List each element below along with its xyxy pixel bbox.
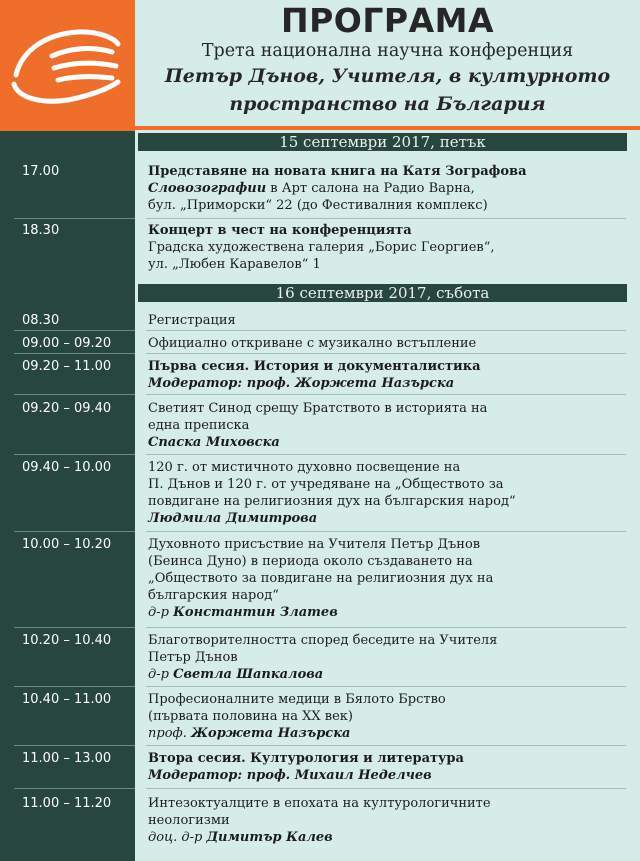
item-description xyxy=(148,750,588,784)
item-title: Петър Дънов xyxy=(148,650,238,665)
item-time: 08.30 xyxy=(22,313,60,328)
divider xyxy=(14,686,135,687)
divider xyxy=(14,330,135,331)
conference-title-line1: Петър Дънов, Учителя, в културното xyxy=(164,65,611,87)
item-description xyxy=(148,459,588,527)
logo-block xyxy=(0,0,135,131)
item-description xyxy=(148,222,588,273)
item-title: повдигане на религиозния дух на българския народ“ xyxy=(148,494,516,509)
item-time: 10.00 – 10.20 xyxy=(22,537,112,552)
divider xyxy=(146,627,626,628)
item-line: бул. „Приморски“ 22 (до Фестивалния комплекс) xyxy=(148,198,488,213)
divider xyxy=(146,394,626,395)
item-line xyxy=(148,180,588,197)
divider xyxy=(14,745,135,746)
item-author: Спаска Миховска xyxy=(148,435,280,450)
divider xyxy=(146,788,626,789)
item-author-line xyxy=(148,666,588,683)
item-title: неологизми xyxy=(148,813,230,828)
hand-icon xyxy=(8,20,126,110)
item-title: П. Дънов и 120 г. от учредяване на „Обществото за xyxy=(148,477,504,492)
session-moderator: Модератор: проф. Жоржета Назърска xyxy=(148,376,455,391)
item-title: „Обществото за повдигане на религиозния дух на xyxy=(148,571,494,586)
author-prefix: д-р xyxy=(148,667,174,682)
item-time: 10.20 – 10.40 xyxy=(22,633,112,648)
item-author: Димитър Калев xyxy=(206,830,333,845)
author-prefix: проф. xyxy=(148,726,191,741)
header-divider xyxy=(135,126,640,130)
divider xyxy=(14,531,135,532)
item-description xyxy=(148,795,588,846)
item-description xyxy=(148,335,588,352)
item-title: (първата половина на XX век) xyxy=(148,709,353,724)
author-prefix: доц. д-р xyxy=(148,830,207,845)
item-title: (Беинса Дуно) в периода около създаването на xyxy=(148,554,473,569)
conference-subtitle: Трета национална научна конференция xyxy=(201,41,574,61)
item-author: Константин Златев xyxy=(173,605,338,620)
session-title: Първа сесия. История и документалистика xyxy=(148,359,481,374)
item-time: 09.40 – 10.00 xyxy=(22,460,112,475)
item-line: Градска художествена галерия „Борис Георгиев“, xyxy=(148,240,495,255)
item-time: 18.30 xyxy=(22,223,60,238)
item-description xyxy=(148,358,588,392)
program-header xyxy=(135,0,640,125)
item-title: Концерт в чест на конференцията xyxy=(148,223,412,238)
item-author-line xyxy=(148,725,588,742)
session-title: Втора сесия. Културология и литература xyxy=(148,751,464,766)
item-title: една преписка xyxy=(148,418,250,433)
item-title: Духовното присъствие на Учителя Петър Дънов xyxy=(148,537,481,552)
divider xyxy=(14,627,135,628)
author-prefix: д-р xyxy=(148,605,174,620)
item-author-line xyxy=(148,829,588,846)
divider xyxy=(146,218,626,219)
divider xyxy=(146,454,626,455)
divider xyxy=(146,745,626,746)
page-title: ПРОГРАМА xyxy=(281,1,494,40)
conference-title-line2: пространство на България xyxy=(229,93,546,115)
item-author: Людмила Димитрова xyxy=(148,511,318,526)
divider xyxy=(146,531,626,532)
item-author: Жоржета Назърска xyxy=(190,726,351,741)
item-description xyxy=(148,163,588,214)
item-title: Регистрация xyxy=(148,313,236,328)
book-title: Словозографии xyxy=(148,181,267,196)
item-time: 09.00 – 09.20 xyxy=(22,336,112,351)
item-title: Светият Синод срещу Братството в историята на xyxy=(148,401,488,416)
divider xyxy=(14,353,135,354)
item-title: Интезоктуалците в епохата на културологичните xyxy=(148,796,491,811)
day-heading-2: 16 септември 2017, събота xyxy=(138,284,627,302)
divider xyxy=(14,218,135,219)
divider xyxy=(146,330,626,331)
divider xyxy=(14,394,135,395)
item-title: българския народ“ xyxy=(148,588,279,603)
item-description xyxy=(148,691,588,742)
item-time: 17.00 xyxy=(22,164,60,179)
item-description xyxy=(148,632,588,683)
item-time: 10.40 – 11.00 xyxy=(22,692,112,707)
item-title: Професионалните медици в Бялото Брство xyxy=(148,692,446,707)
item-text: в Арт салона на Радио Варна, xyxy=(266,181,475,196)
item-description xyxy=(148,312,588,329)
divider xyxy=(14,788,135,789)
divider xyxy=(146,686,626,687)
item-title: 120 г. от мистичното духовно посвещение на xyxy=(148,460,461,475)
item-time: 11.00 – 11.20 xyxy=(22,796,112,811)
day-heading-1: 15 септември 2017, петък xyxy=(138,133,627,151)
item-line: ул. „Любен Каравелов“ 1 xyxy=(148,257,321,272)
divider xyxy=(14,454,135,455)
item-title: Представяне на новата книга на Катя Зографова xyxy=(148,164,527,179)
item-author: Светла Шапкалова xyxy=(173,667,324,682)
item-time: 09.20 – 11.00 xyxy=(22,359,112,374)
item-description xyxy=(148,536,588,621)
session-moderator: Модератор: проф. Михаил Неделчев xyxy=(148,768,432,783)
item-title: Официално откриване с музикално встъпление xyxy=(148,336,477,351)
divider xyxy=(146,353,626,354)
item-time: 11.00 – 13.00 xyxy=(22,751,112,766)
item-description xyxy=(148,400,588,451)
item-title: Благотворителността според беседите на Учителя xyxy=(148,633,498,648)
item-author-line xyxy=(148,604,588,621)
item-time: 09.20 – 09.40 xyxy=(22,401,112,416)
